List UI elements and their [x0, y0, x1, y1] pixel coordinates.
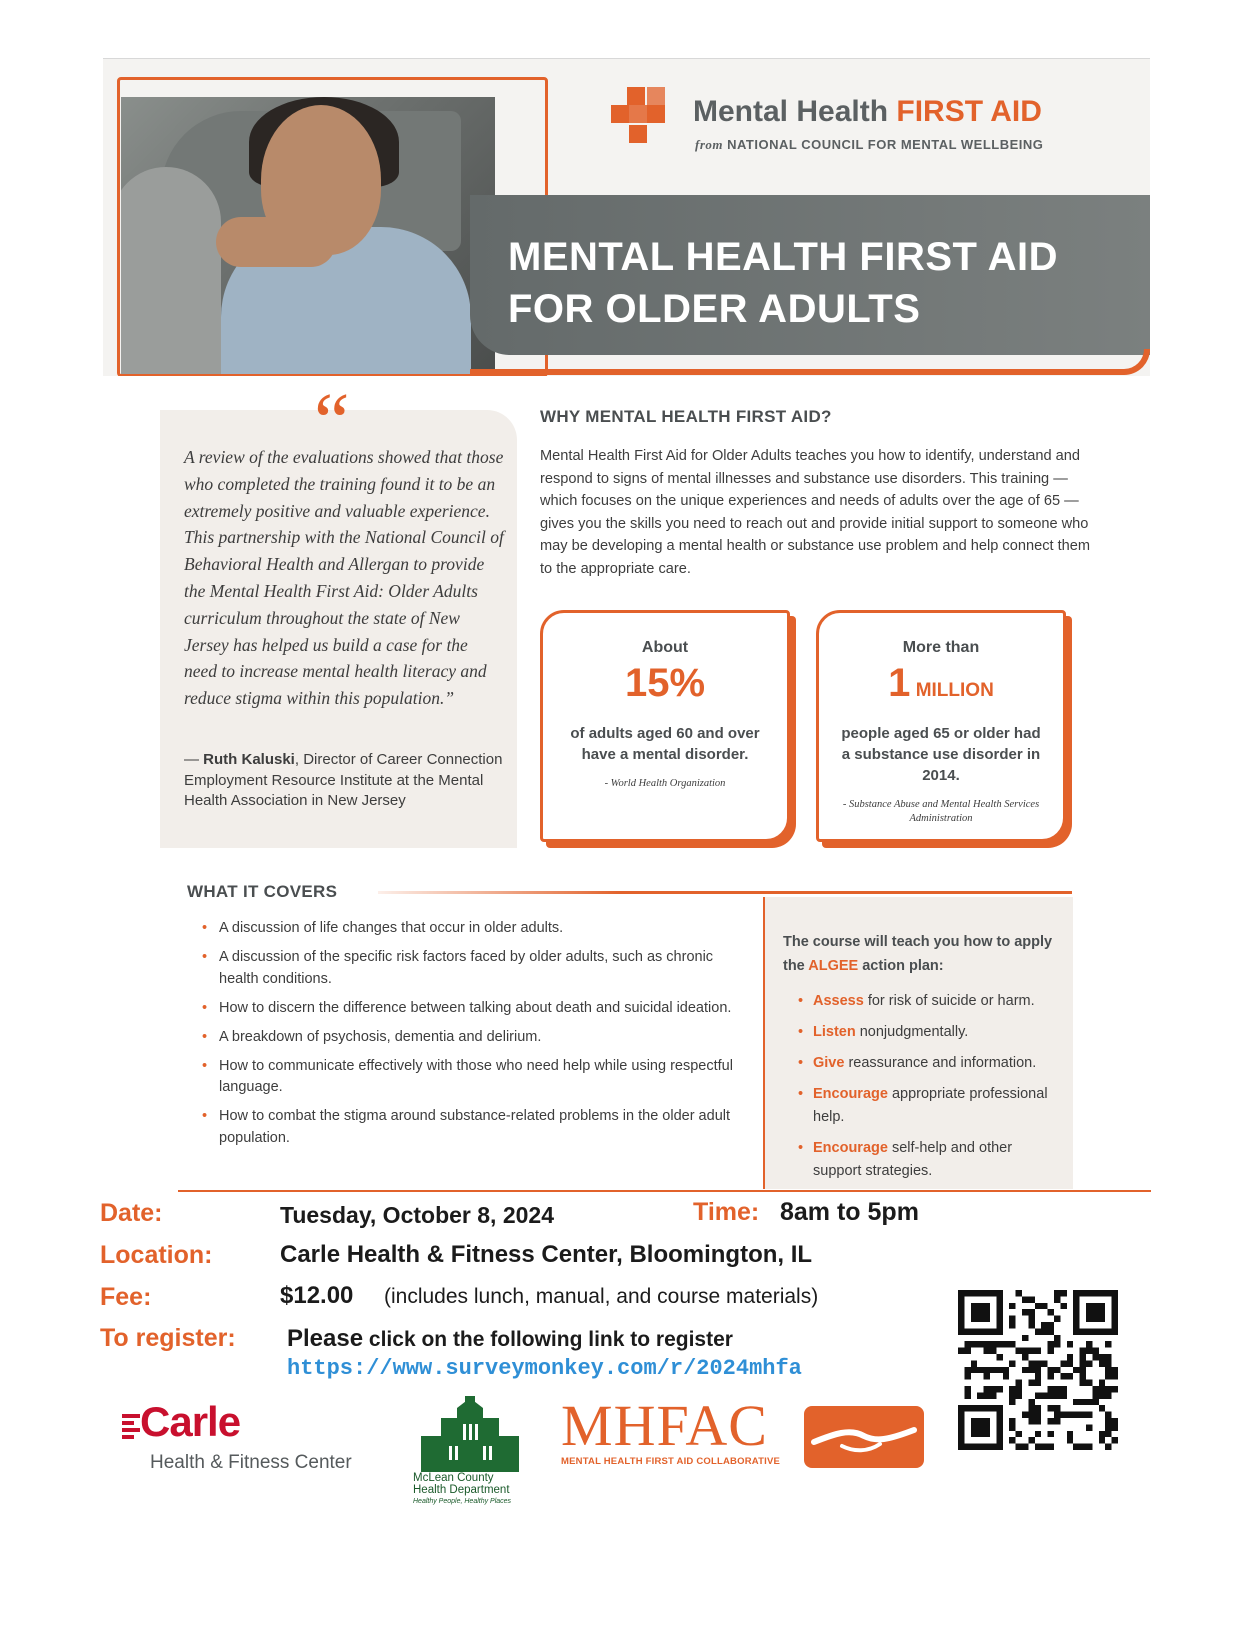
algee-list	[798, 990, 1063, 1191]
logo-org: from NATIONAL COUNCIL FOR MENTAL WELLBEING	[695, 137, 1044, 152]
list-item: • How to discern the difference between talking about death and suicidal ideation.	[202, 998, 742, 1020]
stat-value: 15%	[624, 661, 706, 705]
mclean-name: McLean County Health Department	[413, 1472, 510, 1496]
page-title: MENTAL HEALTH FIRST AID FOR OLDER ADULTS	[508, 235, 1058, 331]
testimonial-author: — Ruth Kaluski, Director of Career Connection Employment Resource Institute at the Mental Health Association in New Jersey	[184, 751, 503, 809]
stat-source: - World Health Organization	[604, 778, 726, 789]
algee-intro: The course will teach you how to apply the ALGEE action plan:	[783, 934, 1053, 974]
time-label: Time:	[693, 1198, 760, 1226]
list-item: • A discussion of life changes that occur in older adults.	[202, 918, 742, 940]
stat-lead: About	[641, 639, 689, 656]
stat-card	[540, 610, 790, 842]
carle-subtitle: Health & Fitness Center	[150, 1452, 352, 1473]
stat-value: 1 MILLION	[888, 661, 994, 705]
time-value: 8am to 5pm	[780, 1198, 919, 1226]
list-item: • How to combat the stigma around substance-related problems in the older adult population.	[202, 1106, 742, 1149]
mhfac-tagline: MENTAL HEALTH FIRST AID COLLABORATIVE	[561, 1456, 781, 1467]
carle-name: Carle	[140, 1398, 241, 1445]
covers-heading-rule	[378, 891, 1072, 894]
stat-source: - Substance Abuse and Mental Health Services Administration	[842, 799, 1040, 824]
stat-description: people aged 65 or older had a substance use disorder in 2014.	[841, 725, 1041, 784]
mhfa-logo	[611, 87, 1111, 162]
covers-list	[202, 918, 742, 1157]
mhfa-cross-icon	[611, 87, 671, 147]
register-instructions: Please click on the following link to register	[287, 1325, 733, 1352]
list-item: • How to communicate effectively with those who need help while using respectful language.	[202, 1056, 742, 1099]
why-body: Mental Health First Aid for Older Adults teaches you how to identify, understand and respond to signs of mental illnesses and substance use disorders. This training — which focuses on the unique experiences and needs of adults over the age of 65 — gives you the skills you need to reach out and provide initial support to someone who may be developing a mental health or substance use problem and help connect them to the appropriate care.	[540, 448, 1091, 577]
hero-banner	[103, 58, 1150, 376]
list-item: • Encourage appropriate professional help.	[798, 1083, 1063, 1129]
testimonial-text: A review of the evaluations showed that those who completed the training found it to be an extremely positive and valuable experience. This partnership with the National Council of Behavioral Health and Allergan to provide the Mental Health First Aid: Older Adults curriculum throughout the state of New Jersey has helped us build a case for the need to increase mental health literacy and reduce stigma within this population.”	[184, 447, 504, 709]
mclean-tagline: Healthy People, Healthy Places	[413, 1498, 512, 1505]
headline-band-accent	[470, 349, 1150, 375]
list-item: • Give reassurance and information.	[798, 1052, 1063, 1075]
list-item: • Listen nonjudgmentally.	[798, 1021, 1063, 1044]
register-link[interactable]: https://www.surveymonkey.com/r/2024mhfa	[287, 1356, 802, 1381]
covers-heading: WHAT IT COVERS	[187, 882, 338, 901]
list-item: • A breakdown of psychosis, dementia and delirium.	[202, 1027, 742, 1049]
qr-code-icon[interactable]	[958, 1290, 1118, 1450]
capitol-building-icon	[413, 1396, 527, 1472]
fee-label: Fee:	[100, 1283, 152, 1311]
fee-value: $12.00	[280, 1282, 354, 1309]
list-item: • Assess for risk of suicide or harm.	[798, 990, 1063, 1013]
mhfac-wordmark: MHFAC	[561, 1393, 768, 1458]
section-divider	[178, 1190, 1151, 1192]
carle-logo	[122, 1398, 392, 1484]
stat-description: of adults aged 60 and over have a mental disorder.	[570, 725, 760, 763]
location-value: Carle Health & Fitness Center, Bloomington, IL	[280, 1241, 813, 1268]
logo-title: Mental Health FIRST AID	[693, 95, 1042, 128]
quote-mark-icon: “	[314, 378, 350, 466]
mclean-health-logo	[413, 1396, 533, 1516]
register-label: To register:	[100, 1324, 236, 1352]
why-heading: WHY MENTAL HEALTH FIRST AID?	[540, 407, 832, 426]
handshake-icon	[804, 1406, 924, 1468]
stat-lead: More than	[902, 639, 980, 656]
list-item: • A discussion of the specific risk factors faced by older adults, such as chronic health conditions.	[202, 947, 742, 990]
date-value: Tuesday, October 8, 2024	[280, 1202, 554, 1228]
date-label: Date:	[100, 1199, 163, 1227]
stat-card	[816, 610, 1066, 842]
list-item: • Encourage self-help and other support strategies.	[798, 1137, 1063, 1183]
mhfac-logo	[561, 1393, 926, 1470]
location-label: Location:	[100, 1241, 213, 1269]
fee-note: (includes lunch, manual, and course materials)	[384, 1285, 819, 1308]
